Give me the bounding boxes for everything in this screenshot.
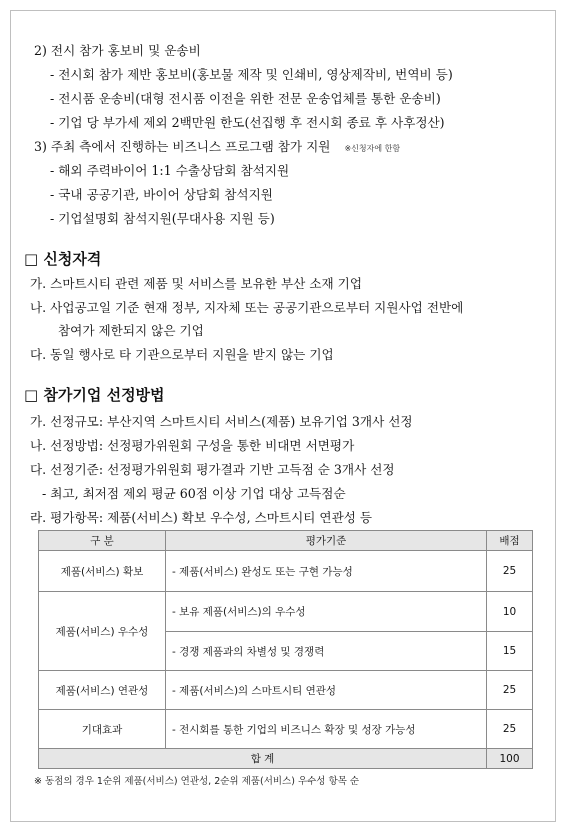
row-score: 25 [487,551,533,592]
eligibility-da: 다. 동일 행사로 타 기관으로부터 지원을 받지 않는 기업 [30,347,334,362]
table-row [39,671,533,710]
row-score: 15 [487,632,533,671]
selection-na: 나. 선정방법: 선정평가위원회 구성을 통한 비대면 서면평가 [30,438,355,453]
evaluation-table [38,530,533,769]
row-criteria: - 제품(서비스)의 스마트시티 연관성 [166,671,487,710]
selection-heading: □ 참가기업 선정방법 [24,386,165,404]
eligibility-na-line1: 나. 사업공고일 기준 현재 정부, 지자체 또는 공공기관으로부터 지원사업 전반에 [30,300,464,315]
row-criteria: - 경쟁 제품과의 차별성 및 경쟁력 [166,632,487,671]
expense-item-3-text: 3) 주최 측에서 진행하는 비즈니스 프로그램 참가 지원 [34,139,331,154]
table-total-row [39,749,533,769]
row-category: 제품(서비스) 확보 [39,551,166,592]
header-score: 배점 [487,531,533,551]
expense-item-3-sub-2: - 국내 공공기관, 바이어 상담회 참석지원 [50,187,273,202]
total-label: 합 계 [39,749,487,769]
row-criteria: - 전시회를 통한 기업의 비즈니스 확장 및 성장 가능성 [166,710,487,749]
applicant-only-note: ※신청자에 한함 [344,144,401,153]
row-criteria: - 제품(서비스) 완성도 또는 구현 가능성 [166,551,487,592]
row-score: 25 [487,671,533,710]
expense-item-3-sub-3: - 기업설명회 참석지원(무대사용 지원 등) [50,211,275,226]
row-criteria: - 보유 제품(서비스)의 우수성 [166,592,487,632]
table-header-row [39,531,533,551]
eligibility-ga: 가. 스마트시티 관련 제품 및 서비스를 보유한 부산 소재 기업 [30,276,363,291]
header-criteria: 평가기준 [166,531,487,551]
row-score: 10 [487,592,533,632]
expense-item-2: 2) 전시 참가 홍보비 및 운송비 [34,43,201,58]
expense-item-3 [34,139,400,157]
tie-break-footnote: ※ 동점의 경우 1순위 제품(서비스) 연관성, 2순위 제품(서비스) 우수성 항목 순 [34,776,360,787]
selection-da-sub: - 최고, 최저점 제외 평균 60점 이상 기업 대상 고득점순 [42,486,346,501]
expense-item-2-sub-1: - 전시회 참가 제반 홍보비(홍보물 제작 및 인쇄비, 영상제작비, 번역비 등) [50,67,453,82]
row-category: 기대효과 [39,710,166,749]
row-category: 제품(서비스) 연관성 [39,671,166,710]
expense-item-2-sub-3: - 기업 당 부가세 제외 2백만원 한도(선집행 후 전시회 종료 후 사후정산) [50,115,445,130]
eligibility-heading: □ 신청자격 [24,250,102,268]
table-row [39,592,533,632]
selection-ra: 라. 평가항목: 제품(서비스) 확보 우수성, 스마트시티 연관성 등 [30,510,373,525]
selection-da: 다. 선정기준: 선정평가위원회 평가결과 기반 고득점 순 3개사 선정 [30,462,395,477]
header-category: 구 분 [39,531,166,551]
expense-item-2-sub-2: - 전시품 운송비(대형 전시품 이전을 위한 전문 운송업체를 통한 운송비) [50,91,441,106]
selection-ga: 가. 선정규모: 부산지역 스마트시티 서비스(제품) 보유기업 3개사 선정 [30,414,413,429]
row-category: 제품(서비스) 우수성 [39,592,166,671]
row-score: 25 [487,710,533,749]
table-row [39,551,533,592]
total-score: 100 [487,749,533,769]
eligibility-na-line2: 참여가 제한되지 않은 기업 [58,323,204,338]
expense-item-3-sub-1: - 해외 주력바이어 1:1 수출상담회 참석지원 [50,163,290,178]
table-row [39,710,533,749]
